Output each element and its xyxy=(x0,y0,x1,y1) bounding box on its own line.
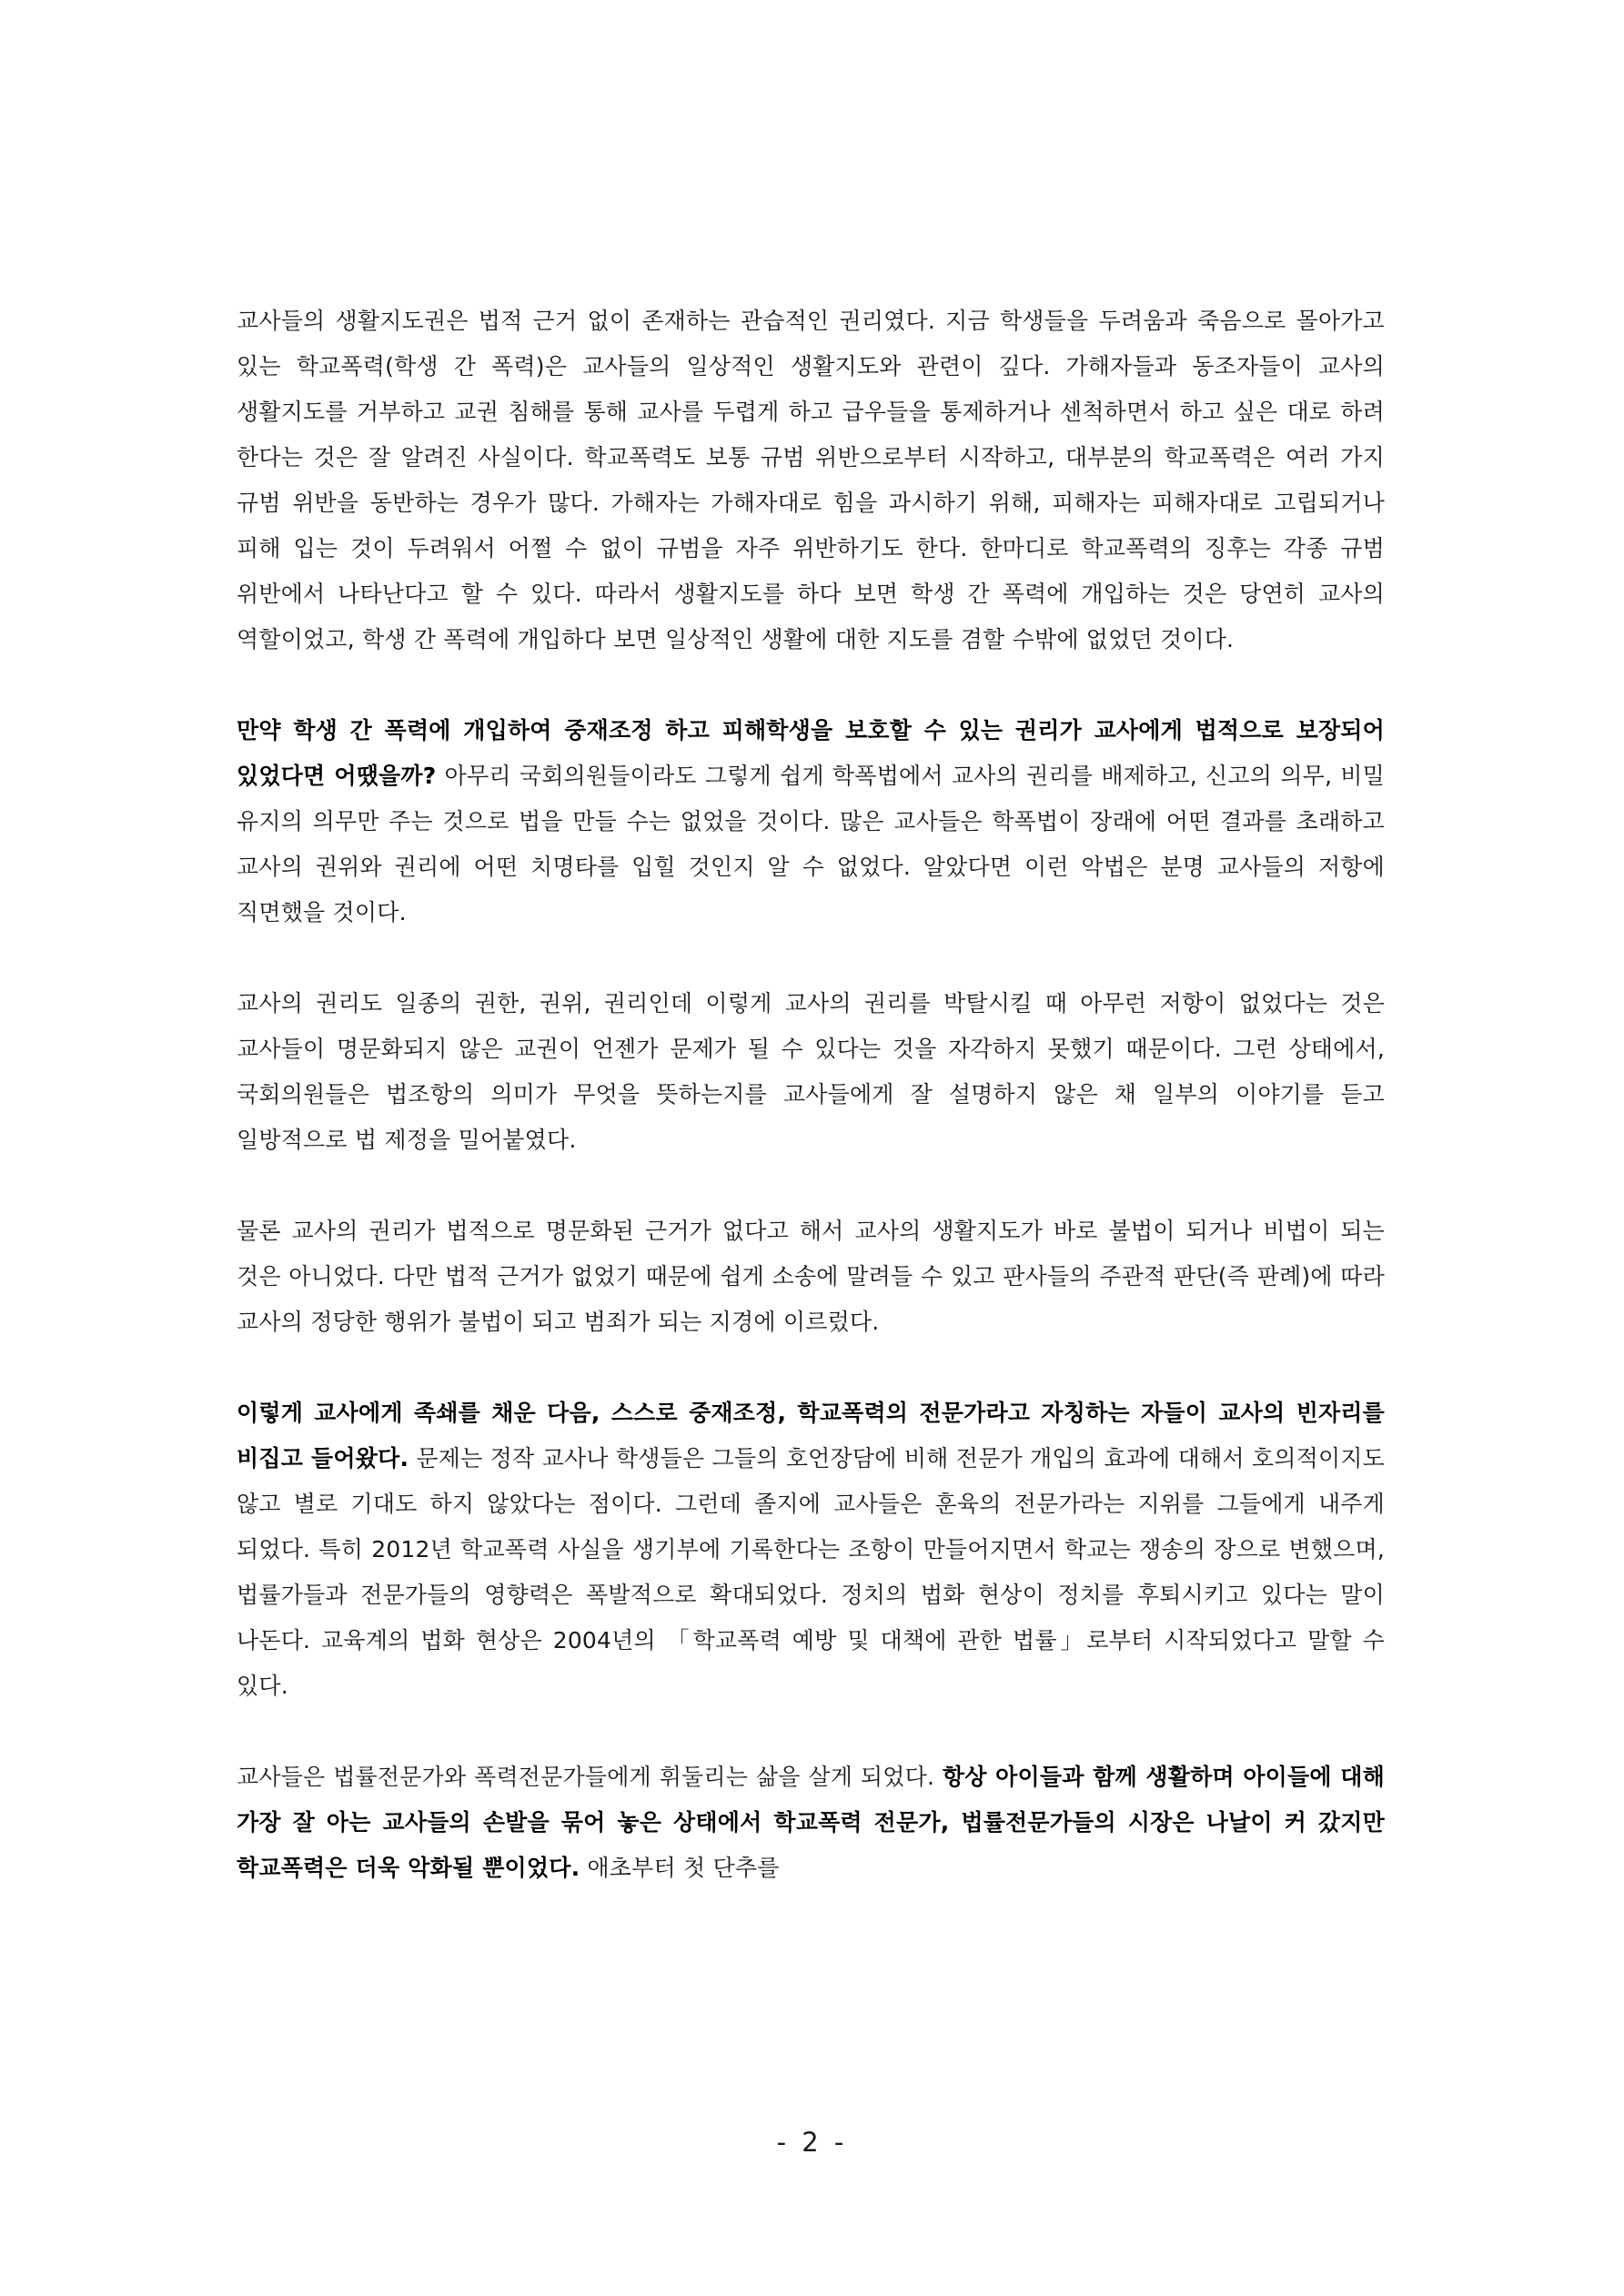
emphasized-text: 만약 학생 간 폭력에 개입하여 중재조정 하고 피해학생을 보호할 수 있는 권리가 교사에게 법적으로 보장되어 있었다면 어땠을까? xyxy=(237,717,1385,789)
emphasized-text: 이렇게 교사에게 족쇄를 채운 다음, 스스로 중재조정, 학교폭력의 전문가라고 자칭하는 자들이 교사의 빈자리를 비집고 들어왔다. xyxy=(237,1400,1385,1472)
paragraph-6 xyxy=(237,1755,1385,1891)
paragraph-text: 교사들은 법률전문가와 폭력전문가들에게 휘둘리는 삶을 살게 되었다. xyxy=(237,1764,943,1790)
paragraph-5 xyxy=(237,1391,1385,1709)
paragraph-text: 물론 교사의 권리가 법적으로 명문화된 근거가 없다고 해서 교사의 생활지도가 바로 불법이 되거나 비법이 되는 것은 아니었다. 다만 법적 근거가 없었기 때문에 쉽게 소송에 말려들 수 있고 판사들의 주관적 판단(즉 판례)에 따라 교사의 정당한 행위가 불법이 되고 범죄가 되는 지경에 이르렀다. xyxy=(237,1218,1385,1335)
paragraph-text: 교사의 권리도 일종의 권한, 권위, 권리인데 이렇게 교사의 권리를 박탈시킬 때 아무런 저항이 없었다는 것은 교사들이 명문화되지 않은 교권이 언젠가 문제가 될 수 있다는 것을 자각하지 못했기 때문이다. 그런 상태에서, 국회의원들은 법조항의 의미가 무엇을 뜻하는지를 교사들에게 잘 설명하지 않은 채 일부의 이야기를 듣고 일방적으로 법 제정을 밀어붙였다. xyxy=(237,990,1385,1153)
paragraph-text: 교사들의 생활지도권은 법적 근거 없이 존재하는 관습적인 권리였다. 지금 학생들을 두려움과 죽음으로 몰아가고 있는 학교폭력(학생 간 폭력)은 교사들의 일상적인 생활지도와 관련이 깊다. 가해자들과 동조자들이 교사의 생활지도를 거부하고 교권 침해를 통해 교사를 두렵게 하고 급우들을 통제하거나 센척하면서 하고 싶은 대로 하려 한다는 것은 잘 알려진 사실이다. 학교폭력도 보통 규범 위반으로부터 시작하고, 대부분의 학교폭력은 여러 가지 규범 위반을 동반하는 경우가 많다. 가해자는 가해자대로 힘을 과시하기 위해, 피해자는 피해자대로 고립되거나 피해 입는 것이 두려워서 어쩔 수 없이 규범을 자주 위반하기도 한다. 한마디로 학교폭력의 징후는 각종 규범 위반에서 나타난다고 할 수 있다. 따라서 생활지도를 하다 보면 학생 간 폭력에 개입하는 것은 당연히 교사의 역할이었고, 학생 간 폭력에 개입하다 보면 일상적인 생활에 대한 지도를 겸할 수밖에 없었던 것이다. xyxy=(237,308,1385,652)
paragraph-2 xyxy=(237,708,1385,936)
emphasized-text: 항상 아이들과 함께 생활하며 아이들에 대해 가장 잘 아는 교사들의 손발을 묶어 놓은 상태에서 학교폭력 전문가, 법률전문가들의 시장은 나날이 커 갔지만 학교폭력은 더욱 악화될 뿐이었다. xyxy=(237,1764,1385,1881)
paragraph-text: 문제는 정작 교사나 학생들은 그들의 호언장담에 비해 전문가 개입의 효과에 대해서 호의적이지도 않고 별로 기대도 하지 않았다는 점이다. 그런데 졸지에 교사들은 훈육의 전문가라는 지위를 그들에게 내주게 되었다. 특히 2012년 학교폭력 사실을 생기부에 기록한다는 조항이 만들어지면서 학교는 쟁송의 장으로 변했으며, 법률가들과 전문가들의 영향력은 폭발적으로 확대되었다. 정치의 법화 현상이 정치를 후퇴시키고 있다는 말이 나돈다. 교육계의 법화 현상은 2004년의 「학교폭력 예방 및 대책에 관한 법률」로부터 시작되었다고 말할 수 있다. xyxy=(237,1445,1386,1699)
paragraph-1 xyxy=(237,298,1385,663)
paragraph-3 xyxy=(237,981,1385,1163)
paragraph-text: 애초부터 첫 단추를 xyxy=(580,1855,780,1881)
paragraph-4 xyxy=(237,1209,1385,1345)
page-number: - 2 - xyxy=(776,2127,848,2158)
document-body xyxy=(237,298,1385,1891)
paragraph-text: 아무리 국회의원들이라도 그렇게 쉽게 학폭법에서 교사의 권리를 배제하고, 신고의 의무, 비밀 유지의 의무만 주는 것으로 법을 만들 수는 없었을 것이다. 많은 교사들은 학폭법이 장래에 어떤 결과를 초래하고 교사의 권위와 권리에 어떤 치명타를 입힐 것인지 알 수 없었다. 알았다면 이런 악법은 분명 교사들의 저항에 직면했을 것이다. xyxy=(237,763,1385,925)
